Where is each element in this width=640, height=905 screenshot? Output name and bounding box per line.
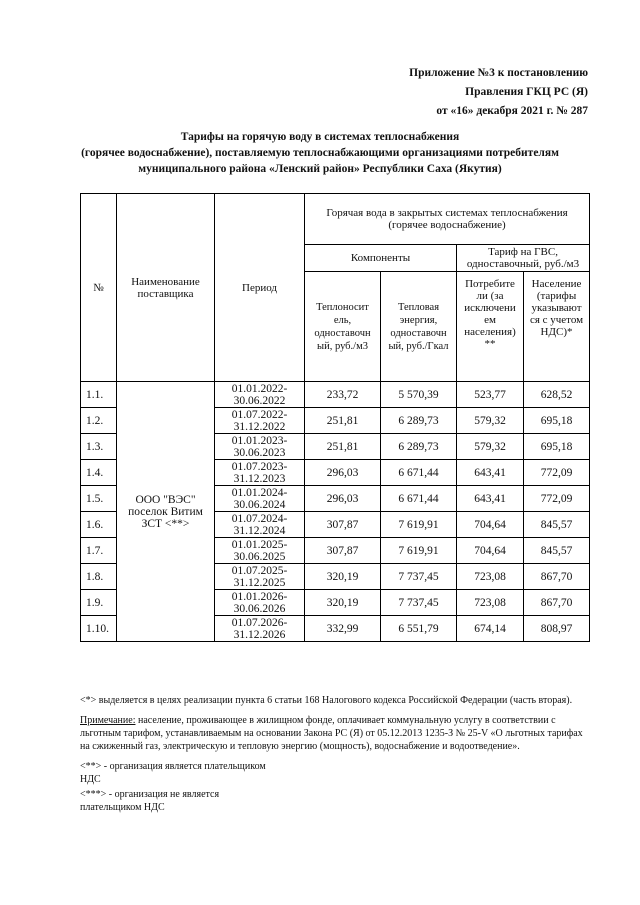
footnote-non-vat-payer: <***> - организация не является плательщиком НДС (80, 789, 220, 813)
period-cell: 01.07.2025- 31.12.2025 (215, 564, 305, 590)
thermal-energy-cell: 7 737,45 (381, 590, 457, 616)
row-number: 1.9. (81, 590, 117, 616)
thermal-energy-cell: 6 289,73 (381, 408, 457, 434)
remark-label: Примечание: (80, 715, 136, 726)
period-cell: 01.01.2025- 30.06.2025 (215, 538, 305, 564)
title-line: Тарифы на горячую воду в системах теплоснабжения (180, 131, 460, 143)
header-coolant: Теплоносит ель, одноставочн ый, руб./м3 (305, 272, 381, 382)
header-population: Население (тарифы указывают ся с учетом НДС)* (524, 272, 590, 382)
header-thermal-energy: Тепловая энергия, одноставочн ый, руб./Гкал (381, 272, 457, 382)
population-cell: 772,09 (524, 486, 590, 512)
population-cell: 845,57 (524, 512, 590, 538)
period-cell: 01.01.2026- 30.06.2026 (215, 590, 305, 616)
coolant-cell: 251,81 (305, 408, 381, 434)
header-period: Период (215, 194, 305, 382)
thermal-energy-cell: 6 671,44 (381, 460, 457, 486)
population-cell: 867,70 (524, 564, 590, 590)
row-number: 1.1. (81, 382, 117, 408)
period-cell: 01.01.2022- 30.06.2022 (215, 382, 305, 408)
header-gvs-tariff: Тариф на ГВС, одноставочный, руб./м3 (457, 245, 590, 272)
header-row (81, 194, 590, 245)
row-number: 1.10. (81, 616, 117, 642)
coolant-cell: 307,87 (305, 538, 381, 564)
header-num: № (81, 194, 117, 382)
thermal-energy-cell: 6 671,44 (381, 486, 457, 512)
thermal-energy-cell: 6 551,79 (381, 616, 457, 642)
thermal-energy-cell: 5 570,39 (381, 382, 457, 408)
row-number: 1.5. (81, 486, 117, 512)
population-cell: 845,57 (524, 538, 590, 564)
consumers-cell: 579,32 (457, 408, 524, 434)
appendix-header (409, 64, 588, 121)
consumers-cell: 674,14 (457, 616, 524, 642)
coolant-cell: 332,99 (305, 616, 381, 642)
coolant-cell: 296,03 (305, 460, 381, 486)
population-cell: 808,97 (524, 616, 590, 642)
title-line: (горячее водоснабжение), поставляемую теплоснабжающими организациями потребителям (81, 147, 559, 159)
notes (80, 694, 590, 816)
header-hot-water: Горячая вода в закрытых системах теплоснабжения (горячее водоснабжение) (305, 194, 590, 245)
thermal-energy-cell: 7 619,91 (381, 538, 457, 564)
header-supplier: Наименование поставщика (117, 194, 215, 382)
thermal-energy-cell: 7 737,45 (381, 564, 457, 590)
document-title (40, 129, 600, 177)
row-number: 1.4. (81, 460, 117, 486)
period-cell: 01.07.2023- 31.12.2023 (215, 460, 305, 486)
thermal-energy-cell: 6 289,73 (381, 434, 457, 460)
period-cell: 01.01.2023- 30.06.2023 (215, 434, 305, 460)
tariff-table-body (81, 194, 590, 642)
consumers-cell: 723,08 (457, 590, 524, 616)
population-cell: 772,09 (524, 460, 590, 486)
row-number: 1.6. (81, 512, 117, 538)
coolant-cell: 320,19 (305, 564, 381, 590)
row-number: 1.3. (81, 434, 117, 460)
coolant-cell: 296,03 (305, 486, 381, 512)
coolant-cell: 251,81 (305, 434, 381, 460)
population-cell: 695,18 (524, 434, 590, 460)
period-cell: 01.07.2024- 31.12.2024 (215, 512, 305, 538)
footnote-vat-payer: <**> - организация является плательщиком НДС (80, 761, 266, 785)
coolant-cell: 233,72 (305, 382, 381, 408)
consumers-cell: 643,41 (457, 486, 524, 512)
supplier-cell: ООО "ВЭС" поселок Витим ЗСТ <**> (117, 382, 215, 642)
period-cell: 01.01.2024- 30.06.2024 (215, 486, 305, 512)
consumers-cell: 579,32 (457, 434, 524, 460)
vat-note: <*> выделяется в целях реализации пункта 6 статьи 168 Налогового кодекса Российской Федерации (часть вторая). (80, 695, 573, 706)
title-line: муниципального района «Ленский район» Республики Саха (Якутия) (138, 163, 502, 175)
header-components: Компоненты (305, 245, 457, 272)
table-row (81, 382, 590, 408)
coolant-cell: 320,19 (305, 590, 381, 616)
thermal-energy-cell: 7 619,91 (381, 512, 457, 538)
population-cell: 695,18 (524, 408, 590, 434)
population-cell: 628,52 (524, 382, 590, 408)
appendix-line: Приложение №3 к постановлению (409, 67, 588, 79)
consumers-cell: 523,77 (457, 382, 524, 408)
coolant-cell: 307,87 (305, 512, 381, 538)
consumers-cell: 723,08 (457, 564, 524, 590)
period-cell: 01.07.2026- 31.12.2026 (215, 616, 305, 642)
appendix-line: от «16» декабря 2021 г. № 287 (436, 105, 588, 117)
header-consumers: Потребите ли (за исключени ем населения) ** (457, 272, 524, 382)
tariff-table (80, 193, 590, 642)
row-number: 1.2. (81, 408, 117, 434)
population-cell: 867,70 (524, 590, 590, 616)
remark (80, 714, 590, 753)
consumers-cell: 643,41 (457, 460, 524, 486)
row-number: 1.8. (81, 564, 117, 590)
consumers-cell: 704,64 (457, 538, 524, 564)
row-number: 1.7. (81, 538, 117, 564)
period-cell: 01.07.2022- 31.12.2022 (215, 408, 305, 434)
remark-text: население, проживающее в жилищном фонде, оплачивает коммунальную услугу в соответствии с льготным тарифом, устанавливаемым на основании Закона РС (Я) от 05.12.2013 1235-З № 25-V «О льготных тарифах на сжиженный газ, электрическую и тепловую энергию (мощность), водоснабжение и водоотведение». (80, 715, 583, 752)
appendix-line: Правления ГКЦ РС (Я) (465, 86, 588, 98)
consumers-cell: 704,64 (457, 512, 524, 538)
